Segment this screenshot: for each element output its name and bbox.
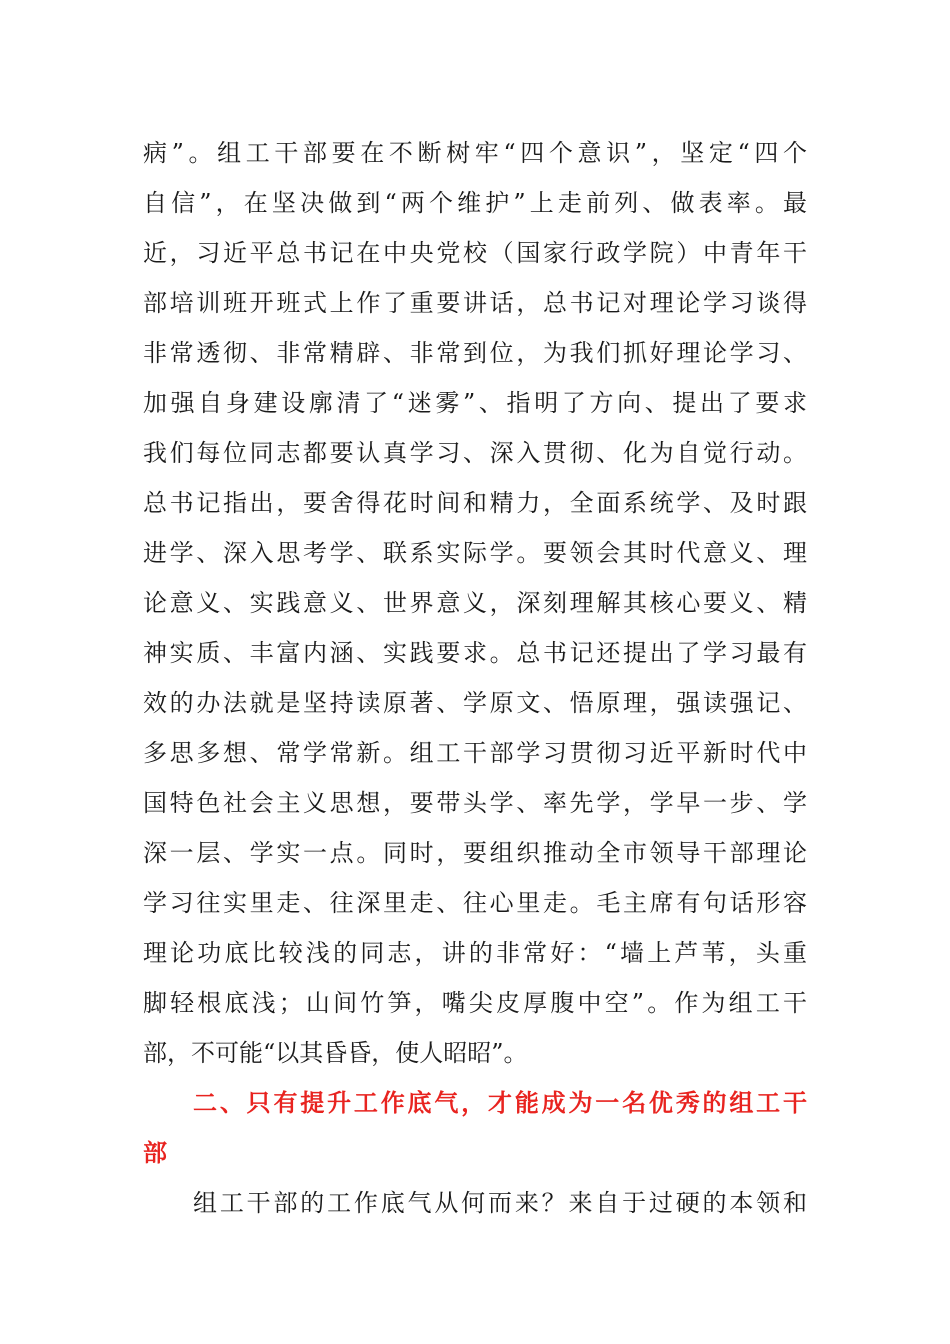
paragraph-line: 部培训班开班式上作了重要讲话，总书记对理论学习谈得 <box>143 289 807 317</box>
paragraph-line: 脚轻根底浅；山间竹笋，嘴尖皮厚腹中空”。作为组工干 <box>143 989 807 1017</box>
paragraph-line: 自信”，在坚决做到“两个维护”上走前列、做表率。最 <box>143 189 807 217</box>
paragraph-line: 多思多想、常学常新。组工干部学习贯彻习近平新时代中 <box>143 739 807 767</box>
paragraph-line: 组工干部的工作底气从何而来？来自于过硬的本领和 <box>193 1189 807 1217</box>
paragraph-line: 部，不可能“以其昏昏，使人昭昭”。 <box>143 1039 528 1067</box>
paragraph-line: 效的办法就是坚持读原著、学原文、悟原理，强读强记、 <box>143 689 807 717</box>
paragraph-line: 学习往实里走、往深里走、往心里走。毛主席有句话形容 <box>143 889 807 917</box>
paragraph-line: 国特色社会主义思想，要带头学、率先学，学早一步、学 <box>143 789 807 817</box>
paragraph-line: 我们每位同志都要认真学习、深入贯彻、化为自觉行动。 <box>143 439 807 467</box>
paragraph-line: 深一层、学实一点。同时，要组织推动全市领导干部理论 <box>143 839 807 867</box>
paragraph-line: 论意义、实践意义、世界意义，深刻理解其核心要义、精 <box>143 589 807 617</box>
paragraph-line: 非常透彻、非常精辟、非常到位，为我们抓好理论学习、 <box>143 339 807 367</box>
paragraph-line: 近，习近平总书记在中央党校（国家行政学院）中青年干 <box>143 239 807 267</box>
paragraph-line: 理论功底比较浅的同志，讲的非常好：“墙上芦苇，头重 <box>143 939 807 967</box>
paragraph-line: 进学、深入思考学、联系实际学。要领会其时代意义、理 <box>143 539 807 567</box>
paragraph-line: 总书记指出，要舍得花时间和精力，全面系统学、及时跟 <box>143 489 807 517</box>
paragraph-line: 加强自身建设廓清了“迷雾”、指明了方向、提出了要求 <box>143 389 807 417</box>
section-heading-line: 二、只有提升工作底气，才能成为一名优秀的组工干 <box>193 1089 807 1117</box>
section-heading-line: 部 <box>143 1139 167 1167</box>
paragraph-line: 病”。组工干部要在不断树牢“四个意识”，坚定“四个 <box>143 139 807 167</box>
paragraph-line: 神实质、丰富内涵、实践要求。总书记还提出了学习最有 <box>143 639 807 667</box>
